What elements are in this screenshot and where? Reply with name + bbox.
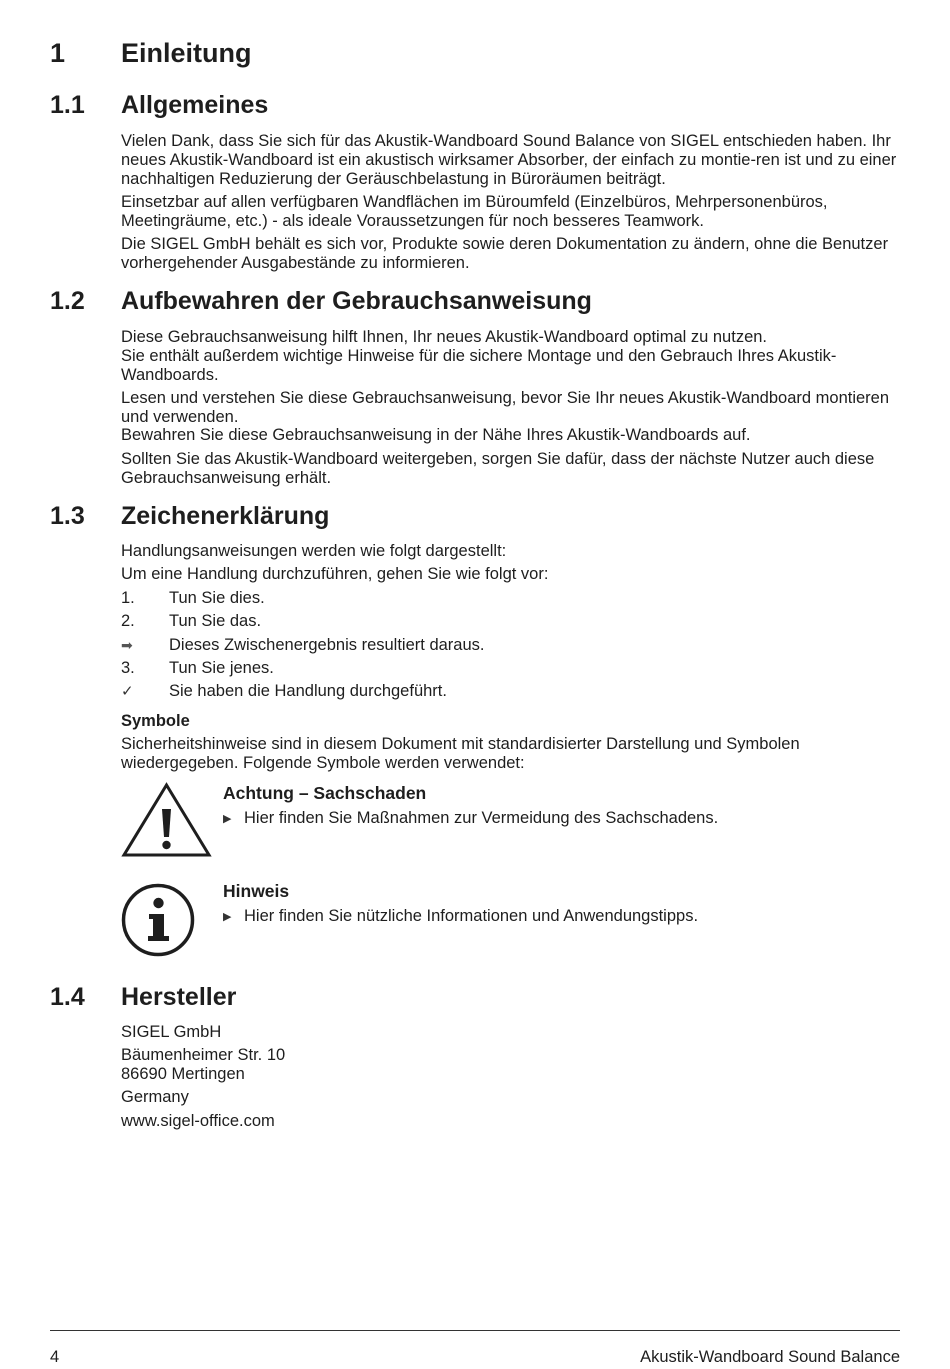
step-number: 2. (121, 612, 135, 631)
symbols-heading: Symbole (121, 712, 190, 730)
paragraph: Lesen und verstehen Sie diese Gebrauchsanweisung, bevor Sie Ihr neues Akustik-Wandboard montieren und verwenden. (121, 388, 890, 426)
list-item (121, 587, 901, 610)
triangle-bullet-icon: ▶ (223, 813, 232, 825)
section-heading-1-2 (50, 286, 592, 316)
paragraph: Sie enthält außerdem wichtige Hinweise für die sichere Montage und den Gebrauch Ihres Akustik-Wandboards. (121, 346, 837, 384)
section-title: Allgemeines (121, 91, 269, 119)
triangle-bullet-icon: ▶ (223, 911, 232, 923)
page-number: 4 (50, 1348, 60, 1366)
chapter-title: Einleitung (121, 38, 252, 68)
paragraph: Bewahren Sie diese Gebrauchsanweisung in der Nähe Ihres Akustik-Wandboards auf. (121, 426, 751, 445)
intro-line: Um eine Handlung durchzuführen, gehen Sie wie folgt vor: (121, 565, 549, 584)
footer-title: Akustik-Wandboard Sound Balance (640, 1348, 900, 1366)
note-text (223, 905, 698, 928)
caution-title: Achtung – Sachschaden (223, 783, 427, 803)
company-name: SIGEL GmbH (121, 1023, 222, 1041)
street-address: Bäumenheimer Str. 10 (121, 1046, 286, 1065)
section-heading-1-1 (50, 90, 268, 120)
note-title: Hinweis (223, 881, 290, 901)
manufacturer-address (121, 1023, 911, 1135)
list-item (121, 610, 901, 633)
section-title: Aufbewahren der Gebrauchsanweisung (121, 287, 592, 315)
instruction-list (121, 540, 901, 704)
section-title: Hersteller (121, 983, 237, 1011)
step-text: Sie haben die Handlung durchgeführt. (169, 682, 447, 701)
city-address: 86690 Mertingen (121, 1065, 245, 1084)
website: www.sigel-office.com (121, 1111, 275, 1130)
section-1-2-body (121, 328, 911, 492)
list-item (121, 657, 901, 680)
note-text-content: Hier finden Sie nützliche Informationen und Anwendungstipps. (244, 907, 699, 925)
paragraph: Sicherheitshinweise sind in diesem Dokument mit standardisierter Darstellung und Symbolen wiedergegeben. Folgende Symbole werden verwendet: (121, 735, 800, 772)
step-text: Tun Sie jenes. (169, 659, 274, 678)
step-number: 1. (121, 588, 135, 607)
step-text: Tun Sie dies. (169, 588, 265, 607)
country: Germany (121, 1088, 189, 1107)
section-number: 1.4 (50, 983, 85, 1011)
intro-line: Handlungsanweisungen werden wie folgt dargestellt: (121, 542, 507, 560)
caution-text (223, 807, 718, 830)
paragraph: Sollten Sie das Akustik-Wandboard weitergeben, sorgen Sie dafür, dass der nächste Nutzer auch diese Gebrauchsanweisung erhält. (121, 449, 875, 487)
section-1-1-body (121, 132, 911, 277)
checkmark-icon: ✓ (121, 683, 134, 701)
step-text: Tun Sie das. (169, 612, 262, 631)
list-item (121, 634, 901, 657)
info-circle-icon (121, 883, 195, 957)
footer-divider (50, 1330, 900, 1331)
chapter-heading (50, 37, 252, 69)
caution-text-content: Hier finden Sie Maßnahmen zur Vermeidung des Sachschadens. (244, 809, 719, 827)
step-text: Dieses Zwischenergebnis resultiert daraus. (169, 635, 485, 654)
paragraph: Einsetzbar auf allen verfügbaren Wandflächen im Büroumfeld (Einzelbüros, Mehrpersonenbüros, Meetingräume, etc.) - als ideale Voraussetzungen für noch besseres Teamwork. (121, 192, 828, 230)
paragraph: Diese Gebrauchsanweisung hilft Ihnen, Ihr neues Akustik-Wandboard optimal zu nutzen. (121, 328, 768, 346)
section-heading-1-4 (50, 982, 236, 1012)
list-item (121, 680, 901, 703)
warning-triangle-icon (121, 782, 212, 858)
chapter-number: 1 (50, 38, 66, 68)
paragraph: Vielen Dank, dass Sie sich für das Akustik-Wandboard Sound Balance von SIGEL entschieden haben. Ihr neues Akustik-Wandboard ist ein akustisch wirksamer Absorber, der einfach zu montie-ren ist und zu einer nachhaltigen Reduzierung der Geräuschbelastung in Büroräumen beiträgt. (121, 132, 897, 188)
section-number: 1.2 (50, 287, 85, 315)
section-title: Zeichenerklärung (121, 502, 330, 530)
symbols-description (121, 735, 911, 773)
section-number: 1.3 (50, 502, 85, 530)
section-number: 1.1 (50, 91, 85, 119)
step-number: 3. (121, 659, 135, 678)
paragraph: Die SIGEL GmbH behält es sich vor, Produkte sowie deren Dokumentation zu ändern, ohne die Benutzer vorhergehender Ausgabestände zu informieren. (121, 234, 889, 272)
section-heading-1-3 (50, 501, 329, 531)
result-arrow-icon: ➡ (121, 636, 133, 653)
